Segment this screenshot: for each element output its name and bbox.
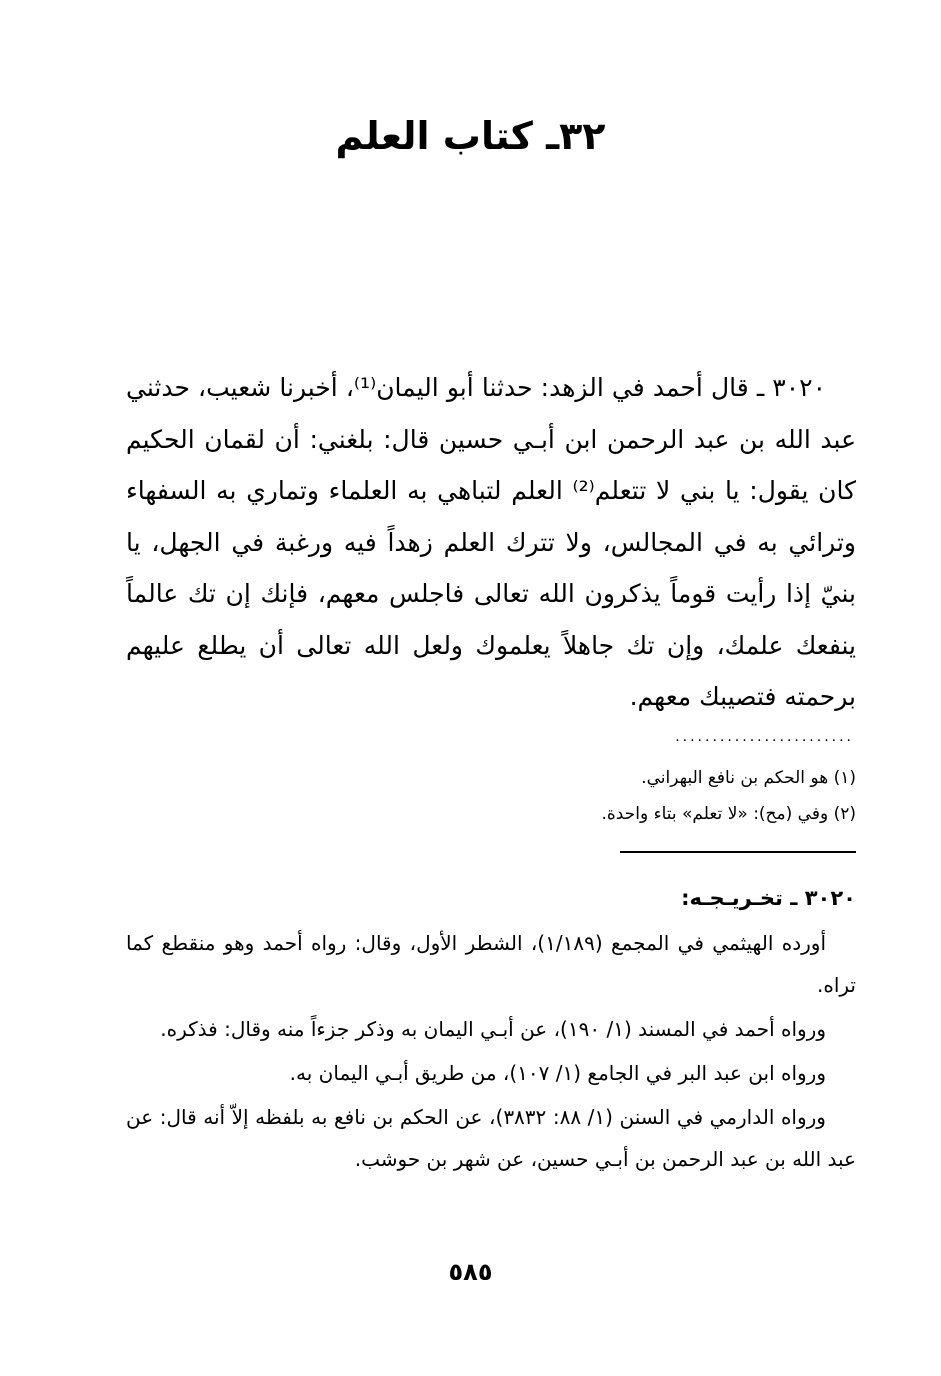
chapter-title: ٣٢ـ كتاب العلم (335, 114, 606, 158)
takhrij-paragraph: ورواه أحمد في المسند (١/ ١٩٠)، عن أبـي اليمان به وذكر جزءاً منه وقال: فذكره. (160, 1017, 826, 1041)
page-number: ٥٨٥ (448, 1258, 493, 1286)
takhrij-section (126, 922, 856, 1180)
takhrij-paragraph: ورواه الدارمي في السنن (١/ ٨٨: ٣٨٣٢)، عن الحكم بن نافع به بلفظه إلاّ أنه قال: عن عبد الله بن عبد الرحمن بن أبـي حسين، عن شهر بن حوشب. (126, 1105, 856, 1171)
takhrij-paragraph: ورواه ابن عبد البر في الجامع (١/ ١٠٧)، من طريق أبـي اليمان به. (289, 1061, 826, 1085)
takhrij-heading: ٣٠٢٠ ـ تخـريـجـه: (681, 886, 856, 910)
footnote-dotted-separator: ........................ (675, 732, 854, 742)
takhrij-paragraph: أورده الهيثمي في المجمع (١/١٨٩)، الشطر الأول، وقال: رواه أحمد وهو منقطع كما تراه. (126, 931, 856, 997)
footnote-1: (١) هو الحكم بن نافع البهراني. (641, 768, 856, 788)
footnote-2: (٢) وفي (مح): «لا تعلم» بتاء واحدة. (601, 804, 856, 824)
footnotes (300, 760, 856, 832)
section-divider (620, 851, 856, 853)
main-narration: ٣٠٢٠ ـ قال أحمد في الزهد: حدثنا أبو اليمان⁽¹⁾، أخبرنا شعيب، حدثني عبد الله بن عبد الرحمن ابن أبـي حسين قال: بلغني: أن لقمان الحكيم كان يقول: يا بني لا تتعلم⁽²⁾ العلم لتباهي به العلماء وتماري به السفهاء وترائي به في المجالس، ولا تترك العلم زهداً فيه ورغبة في الجهل، يا بنيّ إذا رأيت قوماً يذكرون الله تعالى فاجلس معهم، فإنك إن تك عالماً ينفعك علمك، وإن تك جاهلاً يعلموك ولعل الله تعالى أن يطلع عليهم برحمته فتصيبك معهم. (126, 373, 856, 711)
